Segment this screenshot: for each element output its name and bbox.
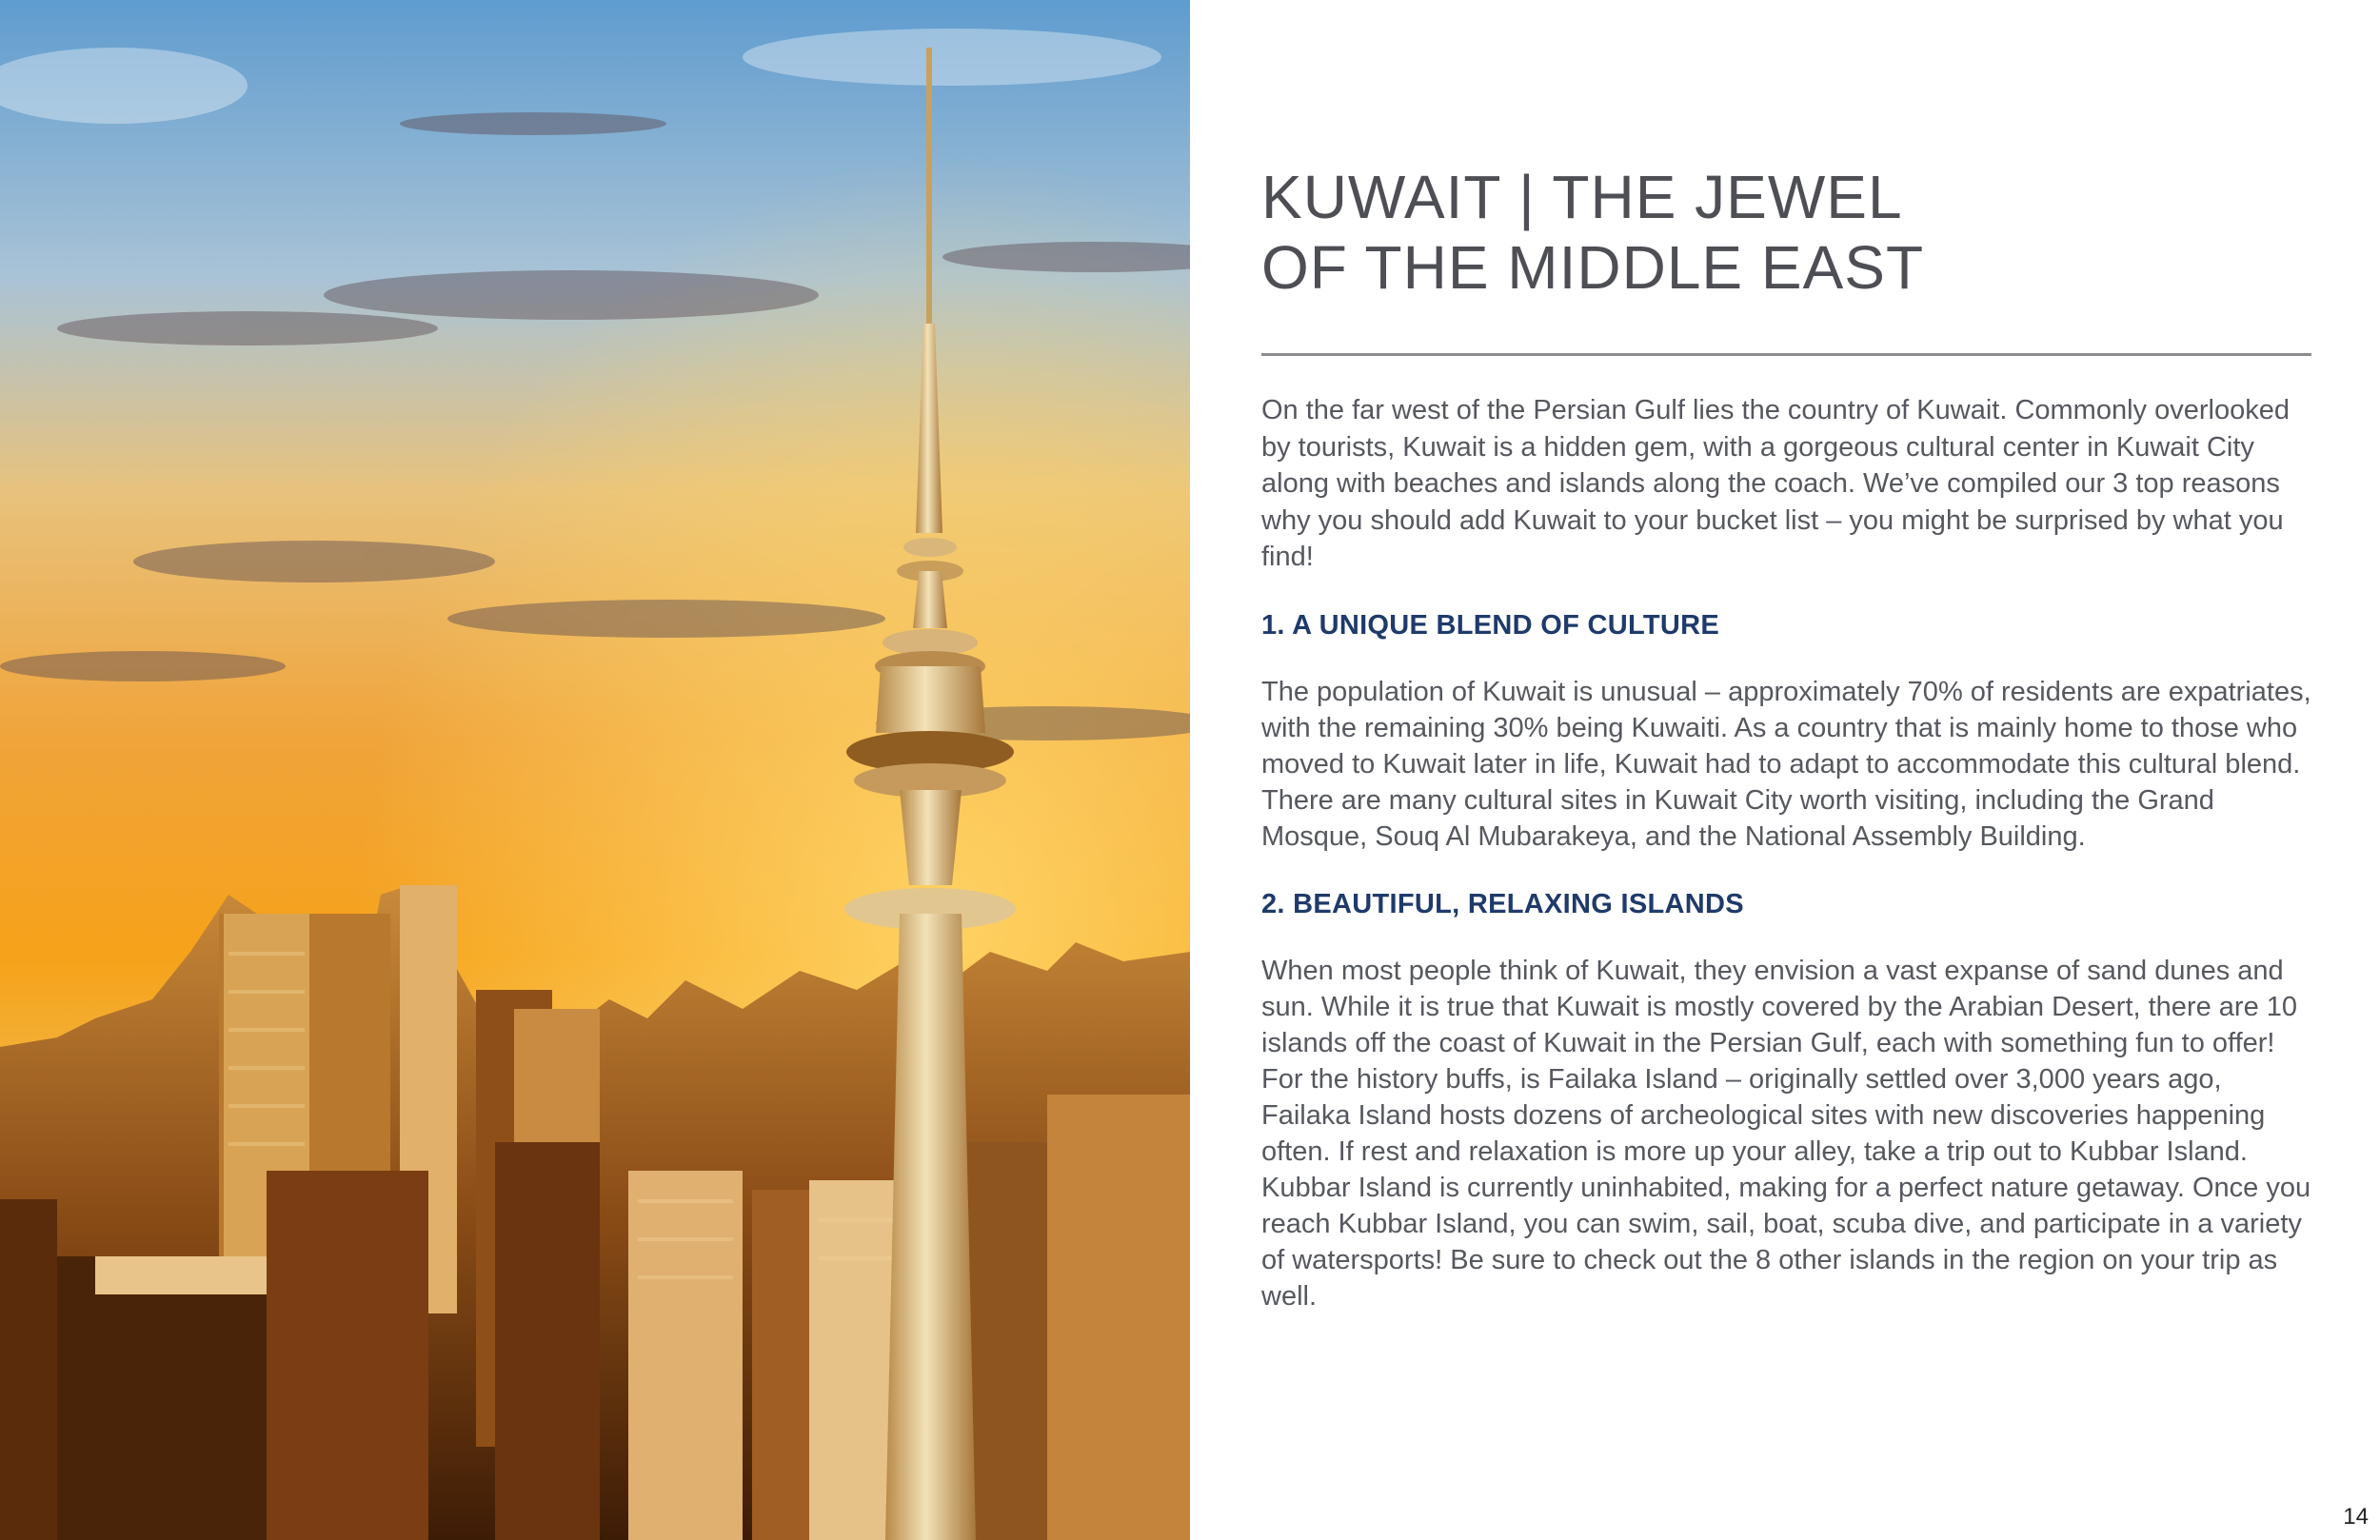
article xyxy=(1261,162,2311,1314)
section-heading-islands: 2. BEAUTIFUL, RELAXING ISLANDS xyxy=(1261,888,1744,919)
section-body-islands: When most people think of Kuwait, they envision a vast expanse of sand dunes and sun. While it is true that Kuwait is mostly covered by the Arabian Desert, there are 10 islands off the coast of Kuwait in the Persian Gulf, each with something fun to offer! For the history buffs, is Failaka Island – originally settled over 3,000 years ago, Failaka Island hosts dozens of archeological sites with new discoveries happening often. If rest and relaxation is more up your alley, take a trip out to Kubbar Island. Kubbar Island is currently uninhabited, making for a perfect nature getaway. Once you reach Kubbar Island, you can swim, sail, boat, scuba dive, and participate in a variety of watersports! Be sure to check out the 8 other islands in the region on your trip as well. xyxy=(1261,955,2311,1312)
title-line-1: KUWAIT | THE JEWEL xyxy=(1261,163,1903,231)
page-title xyxy=(1261,162,2311,303)
title-line-2: OF THE MIDDLE EAST xyxy=(1261,233,1925,302)
title-divider xyxy=(1261,353,2311,356)
page-number: 14 xyxy=(2343,1504,2369,1530)
intro-paragraph: On the far west of the Persian Gulf lies the country of Kuwait. Commonly overlooked by tourists, Kuwait is a hidden gem, with a gorgeous cultural center in Kuwait City along with beaches and islands along the coach. We’ve compiled our 3 top reasons why you should add Kuwait to your bucket list – you might be surprised by what you find! xyxy=(1261,395,2290,572)
section-body-culture: The population of Kuwait is unusual – approximately 70% of residents are expatriates, with the remaining 30% being Kuwaiti. As a country that is mainly home to those who moved to Kuwait later in life, Kuwait had to adapt to accommodate this cultural blend. There are many cultural sites in Kuwait City worth visiting, including the Grand Mosque, Souq Al Mubarakeya, and the National Assembly Building. xyxy=(1261,676,2311,852)
section-heading-culture: 1. A UNIQUE BLEND OF CULTURE xyxy=(1261,609,1719,641)
